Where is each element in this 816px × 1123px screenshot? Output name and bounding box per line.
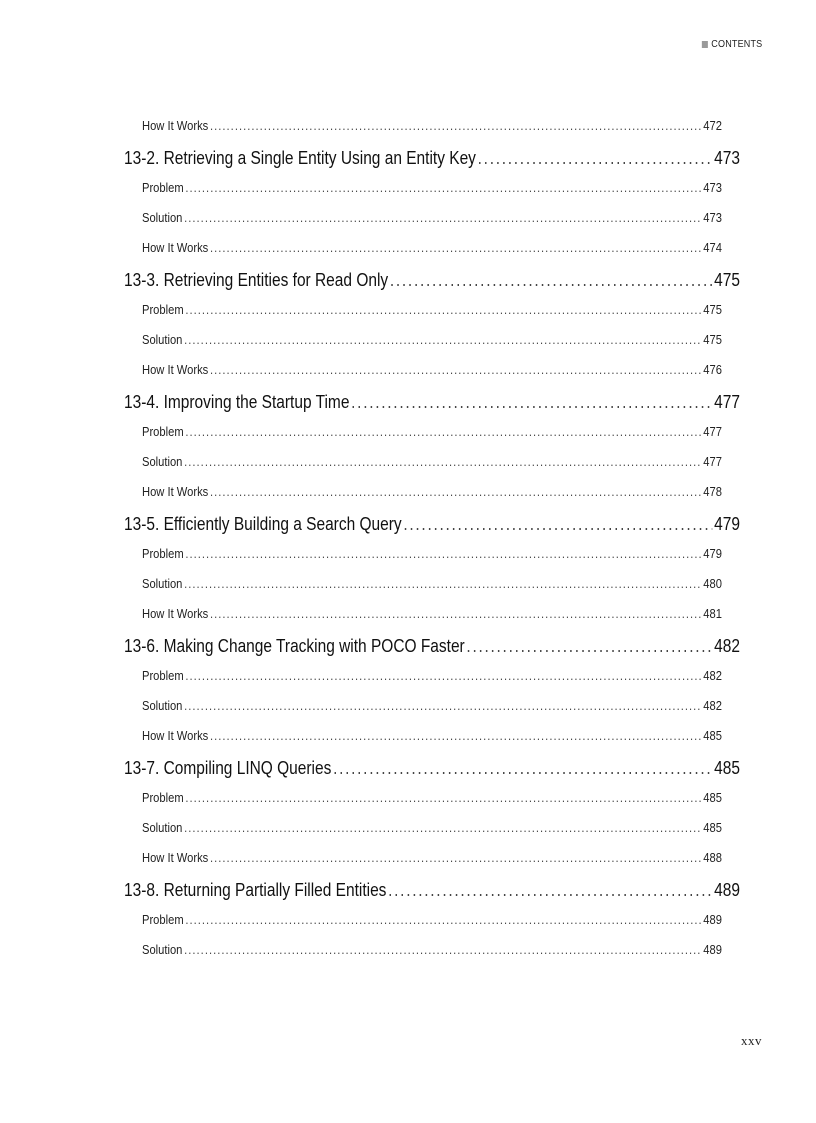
- toc-entry-title: Solution: [142, 210, 183, 225]
- dot-leader: [403, 514, 712, 535]
- dot-leader: [185, 668, 701, 683]
- toc-subentry[interactable]: [124, 850, 740, 880]
- toc-page-number: 482: [703, 668, 722, 683]
- toc-entry-title: 13-8. Returning Partially Filled Entities: [124, 880, 387, 900]
- toc-entry-title: 13-6. Making Change Tracking with POCO Faster: [124, 636, 465, 656]
- toc-entry-title: 13-3. Retrieving Entities for Read Only: [124, 270, 389, 290]
- toc-page-number: 485: [703, 728, 722, 743]
- toc-subentry[interactable]: [124, 546, 740, 576]
- toc-entry-title: Problem: [142, 668, 184, 683]
- toc-subentry[interactable]: [124, 942, 740, 972]
- toc-entry-title: How It Works: [142, 240, 209, 255]
- toc-entry-title: 13-2. Retrieving a Single Entity Using an Entity Key: [124, 148, 476, 168]
- toc-entry-title: Solution: [142, 942, 183, 957]
- toc-page-number: 489: [703, 912, 722, 927]
- toc-section-entry[interactable]: [124, 148, 740, 180]
- toc-entry-title: Problem: [142, 912, 184, 927]
- dot-leader: [185, 180, 701, 195]
- toc-subentry[interactable]: [124, 668, 740, 698]
- toc-subentry[interactable]: [124, 118, 740, 148]
- toc-page-number: 475: [714, 270, 741, 290]
- dot-leader: [478, 148, 713, 169]
- toc-subentry[interactable]: [124, 180, 740, 210]
- toc-section-entry[interactable]: [124, 880, 740, 912]
- toc-subentry[interactable]: [124, 820, 740, 850]
- dot-leader: [184, 454, 701, 469]
- toc-entry-title: 13-7. Compiling LINQ Queries: [124, 758, 332, 778]
- toc-page-number: 473: [703, 180, 722, 195]
- toc-subentry[interactable]: [124, 790, 740, 820]
- dot-leader: [185, 790, 701, 805]
- dot-leader: [210, 728, 702, 743]
- toc-entry-title: How It Works: [142, 850, 209, 865]
- dot-leader: [388, 880, 712, 901]
- toc-page-number: 476: [703, 362, 722, 377]
- toc-page-number: 485: [703, 820, 722, 835]
- dot-leader: [210, 606, 702, 621]
- dot-leader: [333, 758, 712, 779]
- toc-entry-title: Problem: [142, 180, 184, 195]
- dot-leader: [210, 850, 702, 865]
- toc-page-number: 478: [703, 484, 722, 499]
- toc-section-entry[interactable]: [124, 270, 740, 302]
- dot-leader: [210, 240, 702, 255]
- toc-page-number: 480: [703, 576, 722, 591]
- toc-entry-title: 13-4. Improving the Startup Time: [124, 392, 350, 412]
- toc-subentry[interactable]: [124, 302, 740, 332]
- toc-page-number: 485: [703, 790, 722, 805]
- dot-leader: [390, 270, 713, 291]
- toc-page-number: 473: [714, 148, 741, 168]
- toc-page-number: 489: [714, 880, 741, 900]
- dot-leader: [184, 332, 701, 347]
- dot-leader: [184, 820, 701, 835]
- toc-subentry[interactable]: [124, 606, 740, 636]
- toc-subentry[interactable]: [124, 698, 740, 728]
- toc-page-number: 479: [703, 546, 722, 561]
- toc-subentry[interactable]: [124, 728, 740, 758]
- toc-subentry[interactable]: [124, 912, 740, 942]
- toc-entry-title: 13-5. Efficiently Building a Search Query: [124, 514, 402, 534]
- toc-page-number: 482: [703, 698, 722, 713]
- toc-page-number: 475: [703, 302, 722, 317]
- toc-entry-title: How It Works: [142, 606, 209, 621]
- toc-subentry[interactable]: [124, 240, 740, 270]
- dot-leader: [184, 698, 701, 713]
- toc-page-number: 477: [703, 454, 722, 469]
- toc-page-number: 472: [703, 118, 722, 133]
- toc-page-number: 479: [714, 514, 741, 534]
- dot-leader: [210, 118, 702, 133]
- toc-page-number: 475: [703, 332, 722, 347]
- toc-entry-title: Solution: [142, 332, 183, 347]
- dot-leader: [185, 424, 701, 439]
- toc-section-entry[interactable]: [124, 758, 740, 790]
- toc-section-entry[interactable]: [124, 514, 740, 546]
- dot-leader: [351, 392, 712, 413]
- dot-leader: [184, 576, 701, 591]
- toc-subentry[interactable]: [124, 454, 740, 484]
- toc-entry-title: Solution: [142, 454, 183, 469]
- square-bullet-icon: [701, 41, 707, 48]
- toc-page-number: 474: [703, 240, 722, 255]
- dot-leader: [210, 484, 702, 499]
- toc-subentry[interactable]: [124, 362, 740, 392]
- dot-leader: [184, 942, 701, 957]
- running-head: [701, 38, 762, 50]
- dot-leader: [210, 362, 702, 377]
- dot-leader: [185, 546, 701, 561]
- toc-entry-title: How It Works: [142, 362, 209, 377]
- dot-leader: [185, 912, 701, 927]
- toc-entry-title: Problem: [142, 790, 184, 805]
- toc-page-number: 488: [703, 850, 722, 865]
- toc-entry-title: How It Works: [142, 484, 209, 499]
- toc-entry-title: Problem: [142, 546, 184, 561]
- toc-subentry[interactable]: [124, 332, 740, 362]
- toc-subentry[interactable]: [124, 576, 740, 606]
- toc-page-number: 477: [714, 392, 741, 412]
- toc-page-number: 482: [714, 636, 741, 656]
- running-head-label: CONTENTS: [710, 38, 762, 50]
- toc-subentry[interactable]: [124, 424, 740, 454]
- toc-page-number: 485: [714, 758, 741, 778]
- toc-page-number: 489: [703, 942, 722, 957]
- dot-leader: [466, 636, 712, 657]
- toc-section-entry[interactable]: [124, 392, 740, 424]
- toc-entry-title: Solution: [142, 820, 183, 835]
- table-of-contents: [124, 118, 740, 972]
- dot-leader: [184, 210, 701, 225]
- toc-entry-title: Problem: [142, 302, 184, 317]
- toc-section-entry[interactable]: [124, 636, 740, 668]
- toc-entry-title: How It Works: [142, 728, 209, 743]
- toc-subentry[interactable]: [124, 210, 740, 240]
- toc-entry-title: How It Works: [142, 118, 209, 133]
- toc-entry-title: Problem: [142, 424, 184, 439]
- dot-leader: [185, 302, 701, 317]
- page-number: xxv: [741, 1033, 762, 1048]
- toc-subentry[interactable]: [124, 484, 740, 514]
- toc-entry-title: Solution: [142, 576, 183, 591]
- toc-entry-title: Solution: [142, 698, 183, 713]
- toc-page-number: 477: [703, 424, 722, 439]
- toc-page-number: 481: [703, 606, 722, 621]
- toc-page-number: 473: [703, 210, 722, 225]
